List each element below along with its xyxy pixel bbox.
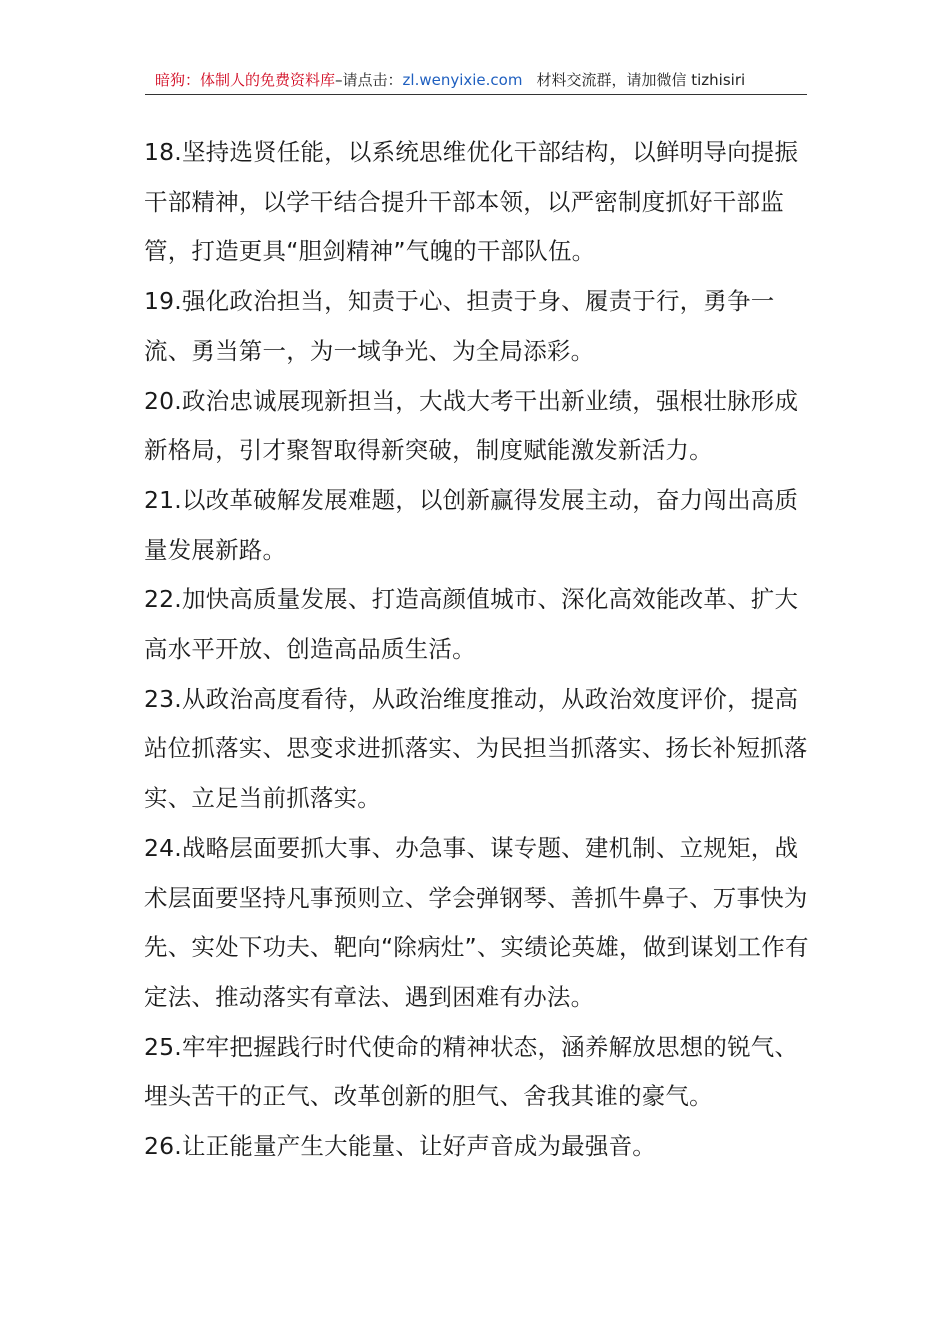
list-item-23: 23.从政治高度看待，从政治维度推动，从政治效度评价，提高站位抓落实、思变求进抓落实、为民担当抓落实、扬长补短抓落实、立足当前抓落实。 (144, 684, 808, 813)
list-item-19: 19.强化政治担当，知责于心、担责于身、履责于行，勇争一流、勇当第一，为一域争光、为全局添彩。 (144, 287, 775, 365)
list-item-24: 24.战略层面要抓大事、办急事、谋专题、建机制、立规矩，战术层面要坚持凡事预则立、学会弹钢琴、善抓牛鼻子、万事快为先、实处下功夫、靶向“除病灶”、实绩论英雄，做到谋划工作有定法、推动落实有章法、遇到困难有办法。 (144, 833, 809, 1011)
header-url-link[interactable]: zl.wenyixie.com (402, 71, 523, 89)
list-item-22: 22.加快高质量发展、打造高颜值城市、深化高效能改革、扩大高水平开放、创造高品质生活。 (144, 585, 799, 664)
page-header (145, 68, 807, 95)
list-item-21: 21.以改革破解发展难题，以创新赢得发展主动，奋力闯出高质量发展新路。 (144, 485, 799, 564)
header-click-prompt: –请点击： (335, 71, 403, 89)
list-item-26: 26.让正能量产生大能量、让好声音成为最强音。 (144, 1132, 656, 1161)
document-body (144, 128, 814, 1172)
list-item-25: 25.牢牢把握践行时代使命的精神状态，涵养解放思想的锐气、埋头苦干的正气、改革创新的胆气、舍我其谁的豪气。 (144, 1032, 799, 1111)
list-item-18: 18.坚持选贤任能，以系统思维优化干部结构，以鲜明导向提振干部精神，以学干结合提升干部本领，以严密制度抓好干部监管，打造更具“胆剑精神”气魄的干部队伍。 (144, 138, 799, 266)
list-item-20: 20.政治忠诚展现新担当，大战大考干出新业绩，强根壮脉形成新格局，引才聚智取得新突破，制度赋能激发新活力。 (144, 386, 799, 465)
header-brand: 暗狗：体制人的免费资料库 (155, 71, 336, 89)
header-group-text: 材料交流群，请加微信 tizhisiri (536, 71, 746, 89)
